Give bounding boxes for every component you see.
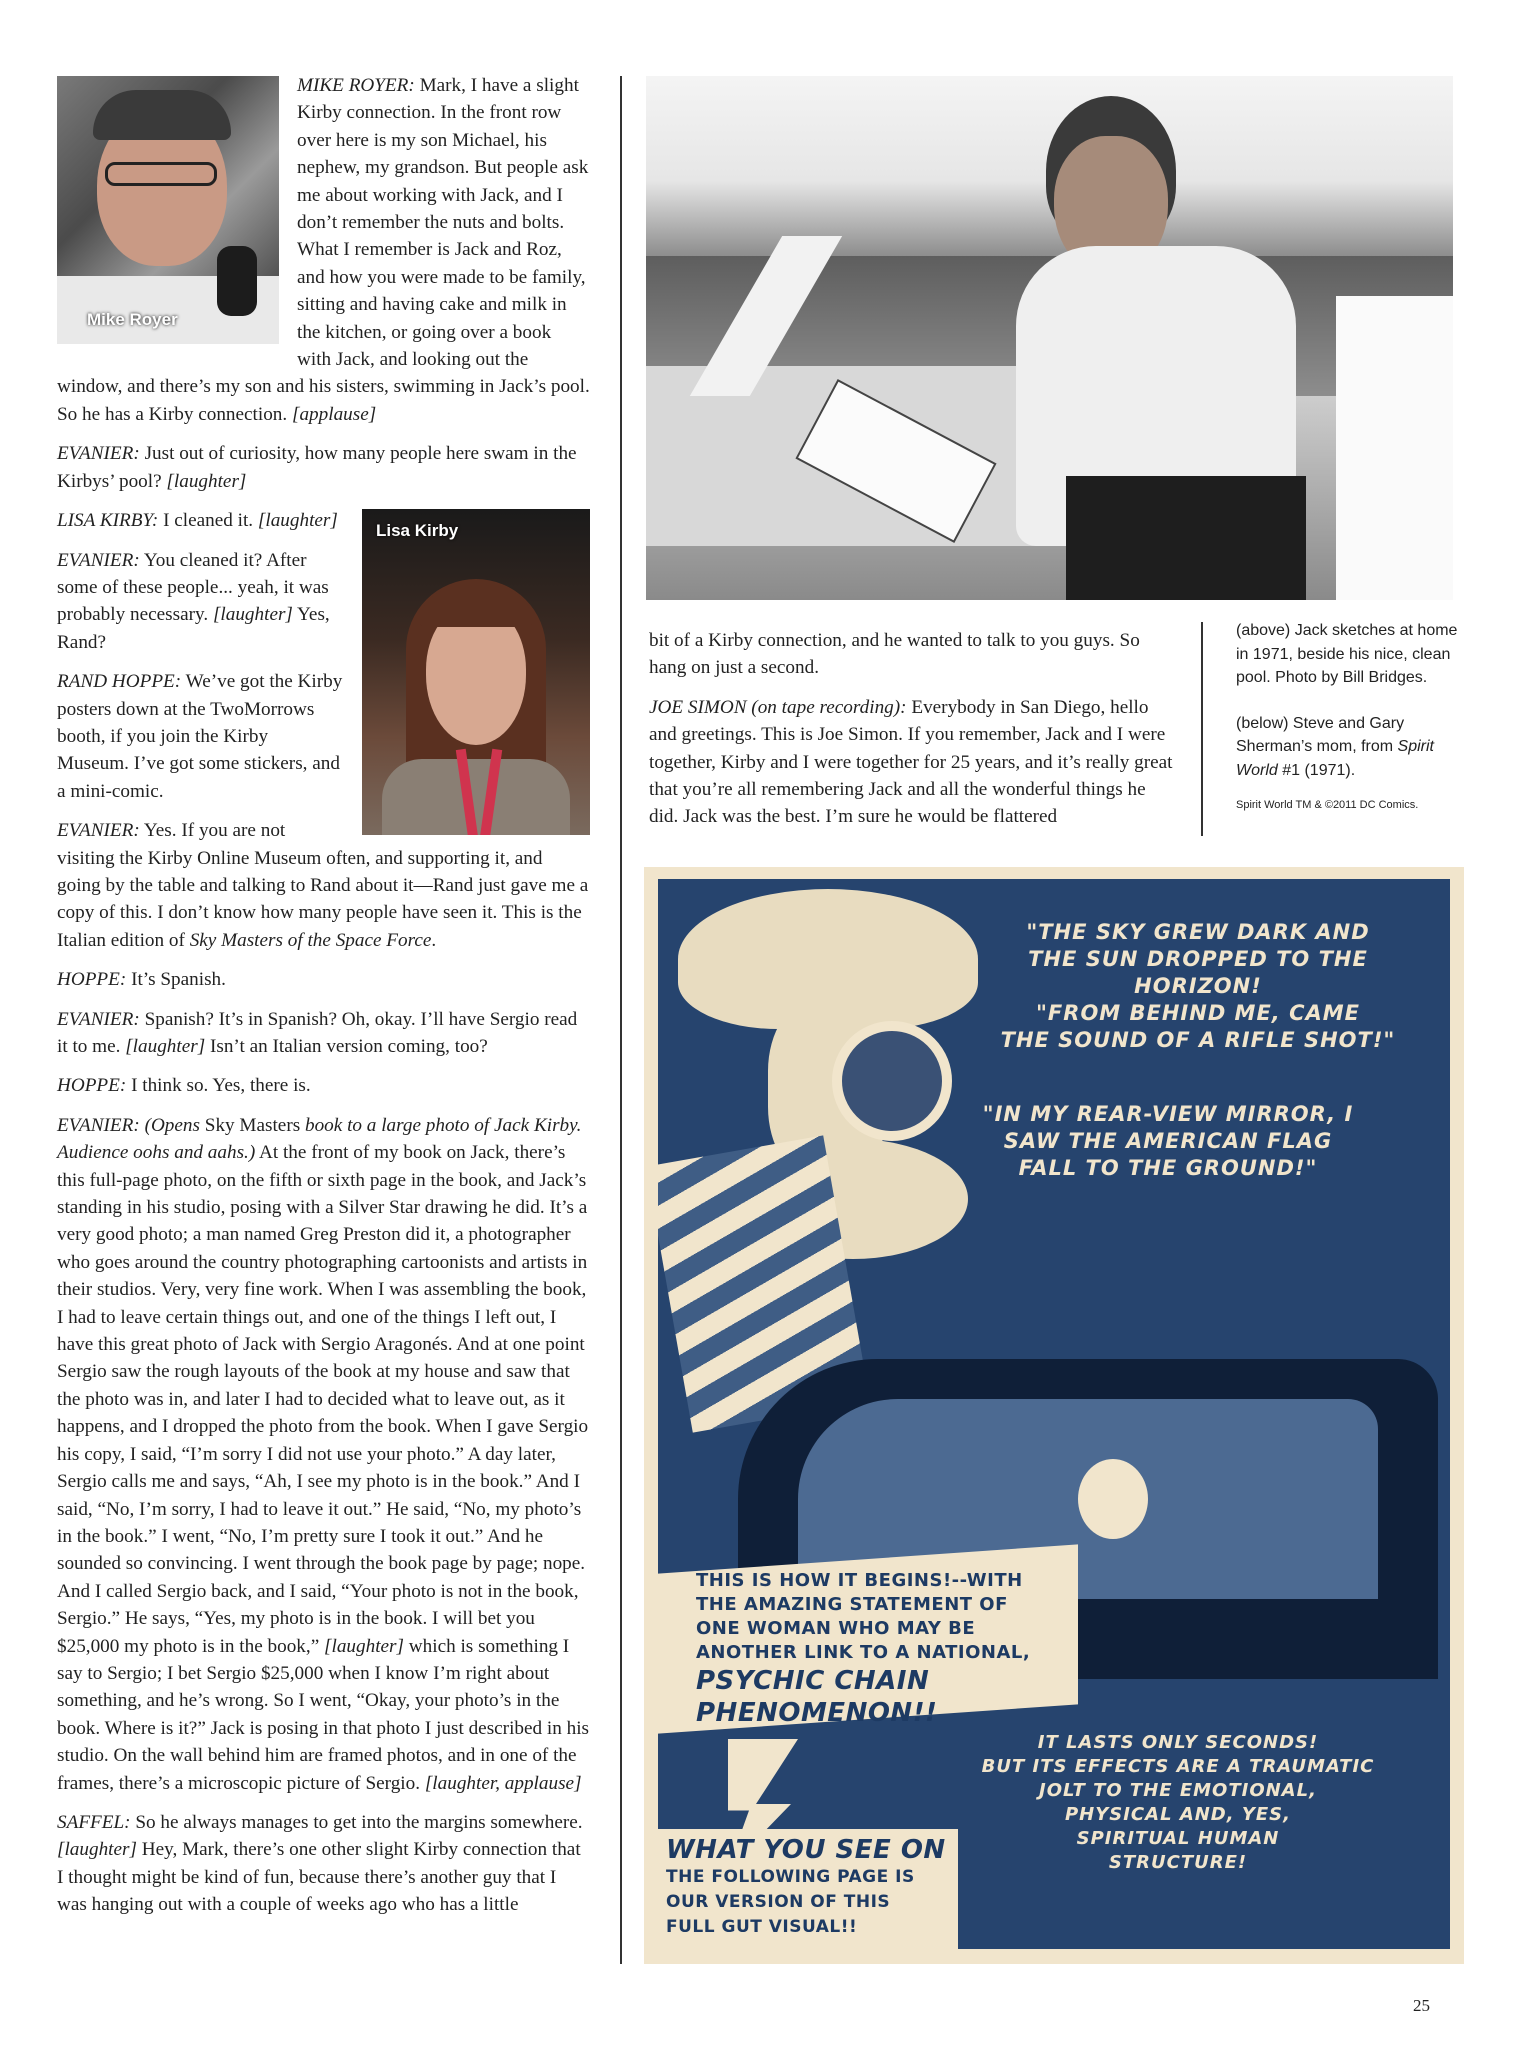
middle-text-column [649,627,1179,843]
mike-royer-photo [57,76,279,344]
paragraph: HOPPE: It’s Spanish. [57,969,226,991]
lisa-kirby-photo [362,509,590,835]
comic-caption-middle: "IN MY REAR-VIEW MIRROR, I SAW THE AMERICAN FLAG FALL TO THE GROUND!" [982,1102,1354,1180]
mike-royer-caption: Mike Royer [87,310,178,329]
paragraph: bit of a Kirby connection, and he wanted to talk to you guys. So hang on just a second. [649,630,1140,679]
lisa-kirby-caption: Lisa Kirby [376,521,459,541]
left-column [57,72,590,1931]
comic-bottom-box: WHAT YOU SEE ON THE FOLLOWING PAGE IS OUR VERSION OF THIS FULL GUT VISUAL!! [666,1835,946,1937]
paragraph: HOPPE: I think so. Yes, there is. [57,1075,311,1097]
paragraph: EVANIER: Spanish? It’s in Spanish? Oh, okay. I’ll have Sergio read it to me. [laughter] Isn’t an Italian version coming, too? [57,1008,578,1057]
paragraph: LISA KIRBY: I cleaned it. [laughter] [57,510,338,532]
paragraph: EVANIER: Yes. If you are not visiting the Kirby Online Museum often, and supporting it, and going by the table and talking to Rand about it—Rand just gave me a copy of this. I don’t know how many people have seen it. This is the Italian edition of Sky Masters of the Space Force. [57,820,589,951]
photo-caption [1236,619,1461,834]
page-number: 25 [1413,1996,1430,2015]
copyright-credit: Spirit World TM & ©2011 DC Comics. [1236,799,1419,811]
caption-divider [1201,622,1203,836]
comic-caption-top: "THE SKY GREW DARK AND THE SUN DROPPED TO THE HORIZON! "FROM BEHIND ME, CAME THE SOUND OF A RIFLE SHOT!" [1000,920,1396,1052]
paragraph: EVANIER: (Opens Sky Masters book to a large photo of Jack Kirby. Audience oohs and aahs.) At the front of my book on Jack, there’s this full-page photo, on the fifth or sixth page in the book, and Jack’s standing in his studio, posing with a Silver Star drawing he did. It’s a very good photo; a man named Greg Preston did it, a photographer who goes around the country photographing cartoonists and artists in their studios. Very, very fine work. When I was assembling the book, I had to leave certain things out, and one of the things I left out, I have this great photo of Jack with Sergio Aragonés. And at one point Sergio saw the rough layouts of the book at my house and saw that the photo was in, and later I had to decided what to leave out, as it happens, and I dropped the photo from the book. When I gave Sergio his copy, I said, “I’m sorry I did not use your photo.” A day later, Sergio calls me and says, “Ah, I see my photo is in the book.” And I said, “No, I’m sorry, I had to leave it out.” He said, “No, my photo’s in the book.” I went, “No, I’m pretty sure I took it out.” And he sounded so convincing. I went through the book page by page; nope. And I called Sergio back, and I said, “Your photo is not in the book, Sergio.” He says, “Yes, my photo is in the book. I will bet you $25,000 my photo is in the book,” [laughter] which is something I say to Sergio; I bet Sergio $25,000 when I know I’m right about something, and he’s wrong. So I went, “Okay, your photo’s in the book. Where is it?” Jack is posing in that photo I just described in his studio. On the wall behind him are framed photos, and in one of the frames, there’s a microscopic picture of Sergio. [laughter, applause] [57,1114,590,1794]
spirit-world-comic-panel [644,867,1464,1964]
caption-above: (above) Jack sketches at home in 1971, beside his nice, clean pool. Photo by Bill Bridges. [1236,622,1458,686]
paragraph: RAND HOPPE: We’ve got the Kirby posters down at the TwoMorrows booth, if you join the Kirby Museum. I’ve got some stickers, and a mini-comic. [57,671,343,802]
comic-narration-box: THIS IS HOW IT BEGINS!--WITH THE AMAZING STATEMENT OF ONE WOMAN WHO MAY BE ANOTHER LINK TO A NATIONAL, PSYCHIC CHAIN PHENOMENON!! [696,1570,1031,1728]
comic-art [658,879,1450,1949]
paragraph: JOE SIMON (on tape recording): Everybody in San Diego, hello and greetings. This is Joe Simon. If you remember, Jack and I were together, Kirby and I were together for 25 years, and it’s really great that you’re all remembering Jack and all the wonderful things he did. Jack was the best. I’m sure he would be flattered [649,696,1173,828]
jack-kirby-pool-photo [646,76,1453,600]
paragraph: EVANIER: Just out of curiosity, how many people here swam in the Kirbys’ pool? [laughter] [57,443,577,492]
caption-below: (below) Steve and Gary Sherman’s mom, from Spirit World #1 (1971). [1236,714,1434,779]
column-divider [620,76,622,1964]
comic-caption-effects: IT LASTS ONLY SECONDS! BUT ITS EFFECTS ARE A TRAUMATIC JOLT TO THE EMOTIONAL, PHYSICAL AND, YES, SPIRITUAL HUMAN STRUCTURE! [981,1732,1375,1873]
paragraph: MIKE ROYER: Mark, I have a slight Kirby connection. In the front row over here is my son Michael, his nephew, my grandson. But people ask me about working with Jack, and I don’t remember the nuts and bolts. What I remember is Jack and Roz, and how you were made to be family, sitting and having cake and milk in the kitchen, or going over a book with Jack, and looking out the window, and there’s my son and his sisters, swimming in Jack’s pool. So he has a Kirby connection. [applause] [57,75,590,425]
paragraph: SAFFEL: So he always manages to get into the margins somewhere. [laughter] Hey, Mark, there’s one other slight Kirby connection that I thought might be kind of fun, because there’s another guy that I was hanging out with a couple of weeks ago who has a little [57,1811,583,1916]
paragraph: EVANIER: You cleaned it? After some of these people... yeah, it was probably necessary. [laughter] Yes, Rand? [57,549,330,653]
